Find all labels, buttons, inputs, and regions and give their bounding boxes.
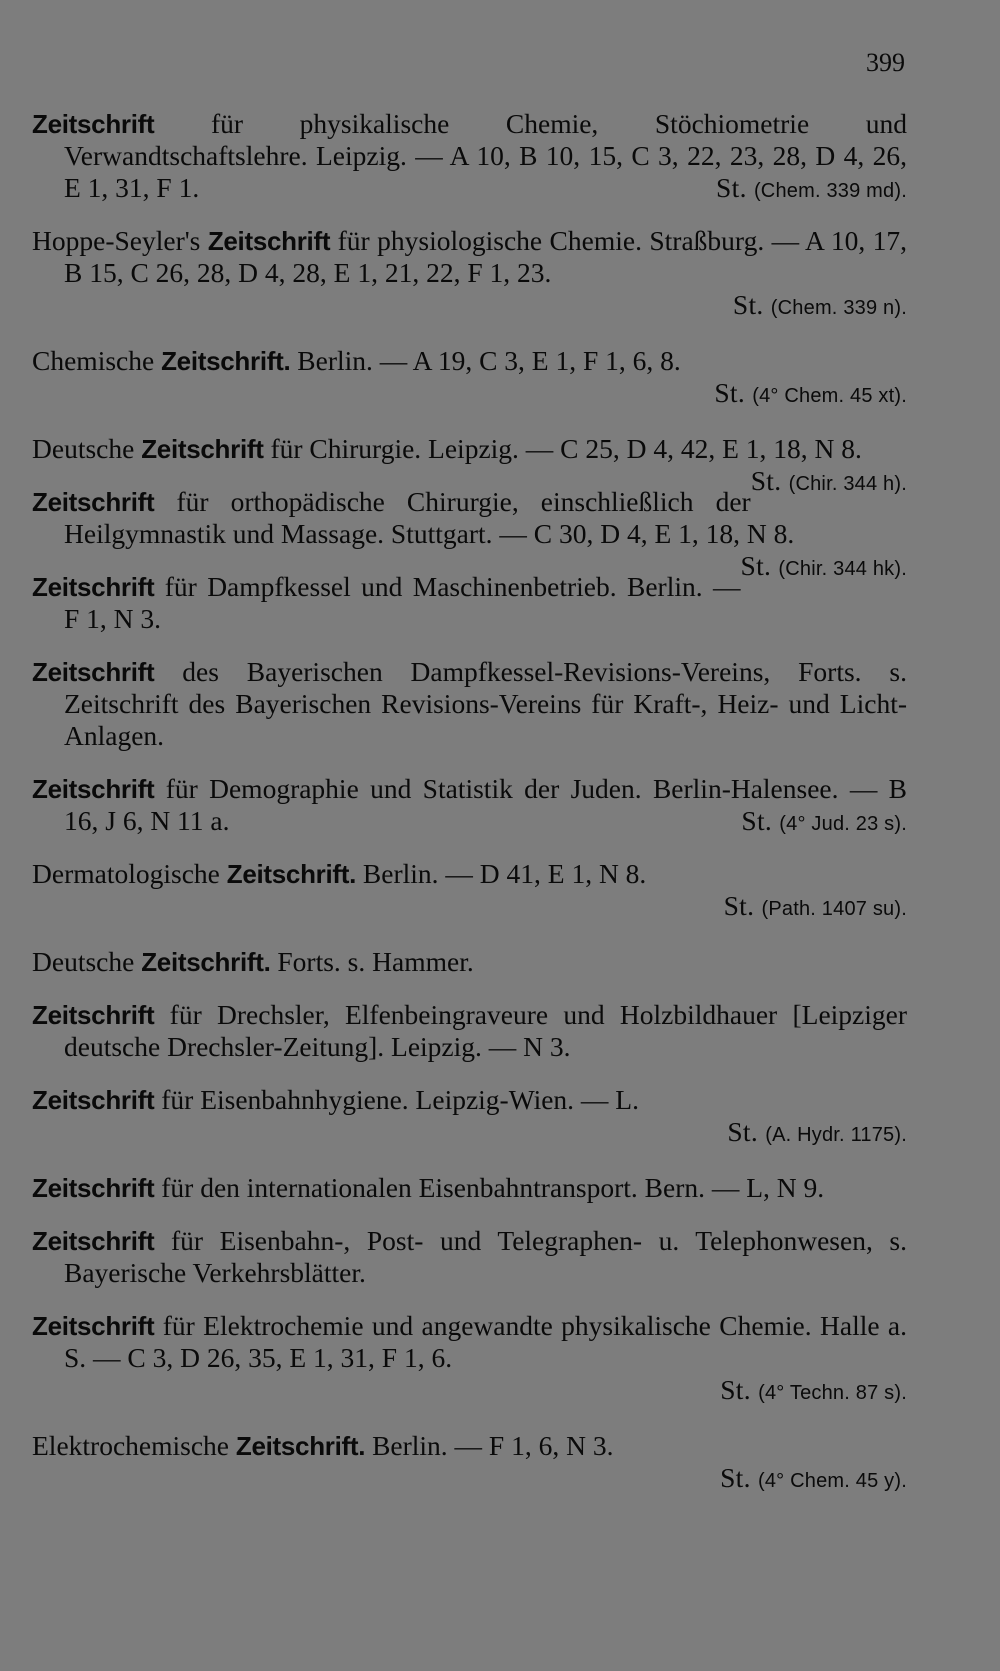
entry-text: Forts. s. Hammer. [270,946,474,977]
signature-shelfmark: (4° Chem. 45 xt). [752,385,907,407]
entry-keyword: Zeitschrift. [226,859,357,889]
entry-text: für Eisenbahn-, Post- und Telegraphen- u. Telephonwesen, s. Bayerische Verkehrsblätter. [64,1225,907,1288]
signature-prefix: St. [750,465,782,496]
signature-prefix: St. [740,550,772,581]
catalog-entry [32,773,907,837]
entry-text: Berlin. — F 1, 6, N 3. [365,1430,614,1461]
entry-list [32,108,907,1518]
signature-prefix: St. [732,289,764,320]
entry-text: für physikalische Chemie, Stöchiometrie und Verwandtschaftslehre. Leipzig. — A 10, B 10, 15, C 3, 22, 23, 28, D 4, 26, E 1, 31, F 1. [64,108,907,203]
shelf-signature [64,289,907,324]
shelf-signature [64,890,907,925]
entry-keyword: Zeitschrift [32,774,155,804]
signature-shelfmark: (Path. 1407 su). [761,898,907,920]
catalog-entry [32,486,907,581]
shelf-signature [716,172,907,207]
entry-text: Berlin. — D 41, E 1, N 8. [356,858,647,889]
entry-text: für den internationalen Eisenbahntransport. Bern. — L, N 9. [154,1172,825,1203]
entry-keyword: Zeitschrift [32,1173,155,1203]
entry-text: für physiologische Chemie. Straßburg. — A 10, 17, B 15, C 26, 28, D 4, 28, E 1, 21, 22, F 1, 23. [64,225,907,288]
entry-keyword: Zeitschrift. [161,346,291,376]
signature-shelfmark: (Chir. 344 h). [788,473,907,495]
entry-text: für Elektrochemie und angewandte physikalische Chemie. Halle a. S. — C 3, D 26, 35, E 1, 31, F 1, 6. [64,1310,907,1373]
entry-text: Berlin. — A 19, C 3, E 1, F 1, 6, 8. [290,345,681,376]
entry-keyword: Zeitschrift [32,1085,155,1115]
signature-shelfmark: (A. Hydr. 1175). [765,1124,907,1146]
entry-text: für Chirurgie. Leipzig. — C 25, D 4, 42, E 1, 18, N 8. [263,433,862,464]
shelf-signature [741,805,907,840]
signature-prefix: St. [720,1462,751,1493]
entry-keyword: Zeitschrift. [141,947,271,977]
catalog-entry [32,999,907,1063]
entry-text: für Drechsler, Elfenbeingraveure und Holzbildhauer [Leipziger deutsche Drechsler-Zeitung]. Leipzig. — N 3. [64,999,907,1062]
catalog-entry [32,1172,907,1204]
entry-prefix: Chemische [32,345,162,376]
catalog-entry [32,656,907,752]
catalog-entry [32,1225,907,1289]
signature-prefix: St. [741,805,773,836]
shelf-signature [64,377,907,412]
entry-keyword: Zeitschrift [32,657,155,687]
shelf-signature [64,1462,907,1497]
catalog-entry [32,946,907,978]
signature-shelfmark: (4° Jud. 23 s). [779,813,907,835]
entry-keyword: Zeitschrift [32,487,155,517]
catalog-entry [32,1084,907,1151]
entry-keyword: Zeitschrift [32,1000,155,1030]
signature-prefix: St. [727,1116,759,1147]
entry-text: des Bayerischen Dampfkessel-Revisions-Vereins, Forts. s. Zeitschrift des Bayerischen Revisions-Vereins für Kraft-, Heiz- und Licht-Anlagen. [64,656,907,751]
entry-prefix: Dermatologische [32,858,227,889]
entry-keyword: Zeitschrift. [235,1431,366,1461]
entry-prefix: Hoppe-Seyler's [32,225,208,256]
catalog-entry [32,571,907,635]
catalog-entry [32,433,907,496]
signature-shelfmark: (4° Techn. 87 s). [758,1382,907,1404]
signature-prefix: St. [714,377,746,408]
catalog-entry [32,858,907,925]
page-number: 399 [866,48,905,77]
catalog-entry [32,1310,907,1409]
catalog-entry [32,108,907,204]
signature-prefix: St. [723,890,755,921]
entry-keyword: Zeitschrift [207,226,331,256]
entry-text: für Eisenbahnhygiene. Leipzig-Wien. — L. [154,1084,639,1115]
signature-shelfmark: (Chem. 339 md). [753,180,907,202]
catalog-entry [32,1430,907,1497]
entry-keyword: Zeitschrift [32,1311,155,1341]
entry-text: für Demographie und Statistik der Juden. Berlin-Halensee. — B 16, J 6, N 11 a. [64,773,907,836]
signature-shelfmark: (4° Chem. 45 y). [757,1470,907,1492]
entry-keyword: Zeitschrift [141,434,264,464]
catalog-entry [32,345,907,412]
shelf-signature [64,1116,907,1151]
signature-shelfmark: (Chem. 339 n). [770,297,907,319]
catalog-entry [32,225,907,324]
signature-prefix: St. [720,1374,751,1405]
signature-prefix: St. [716,172,747,203]
entry-text: für orthopädische Chirurgie, einschließlich der Heilgymnastik und Massage. Stuttgart. — C 30, D 4, E 1, 18, N 8. [64,486,795,549]
entry-prefix: Deutsche [32,433,142,464]
signature-shelfmark: (Chir. 344 hk). [778,558,907,580]
entry-keyword: Zeitschrift [32,1226,155,1256]
entry-prefix: Deutsche [32,946,142,977]
entry-text: für Dampfkessel und Maschinenbetrieb. Berlin. — F 1, N 3. [64,571,741,634]
entry-prefix: Elektrochemische [32,1430,236,1461]
shelf-signature [64,1374,907,1409]
entry-keyword: Zeitschrift [32,109,155,139]
entry-keyword: Zeitschrift [32,572,155,602]
